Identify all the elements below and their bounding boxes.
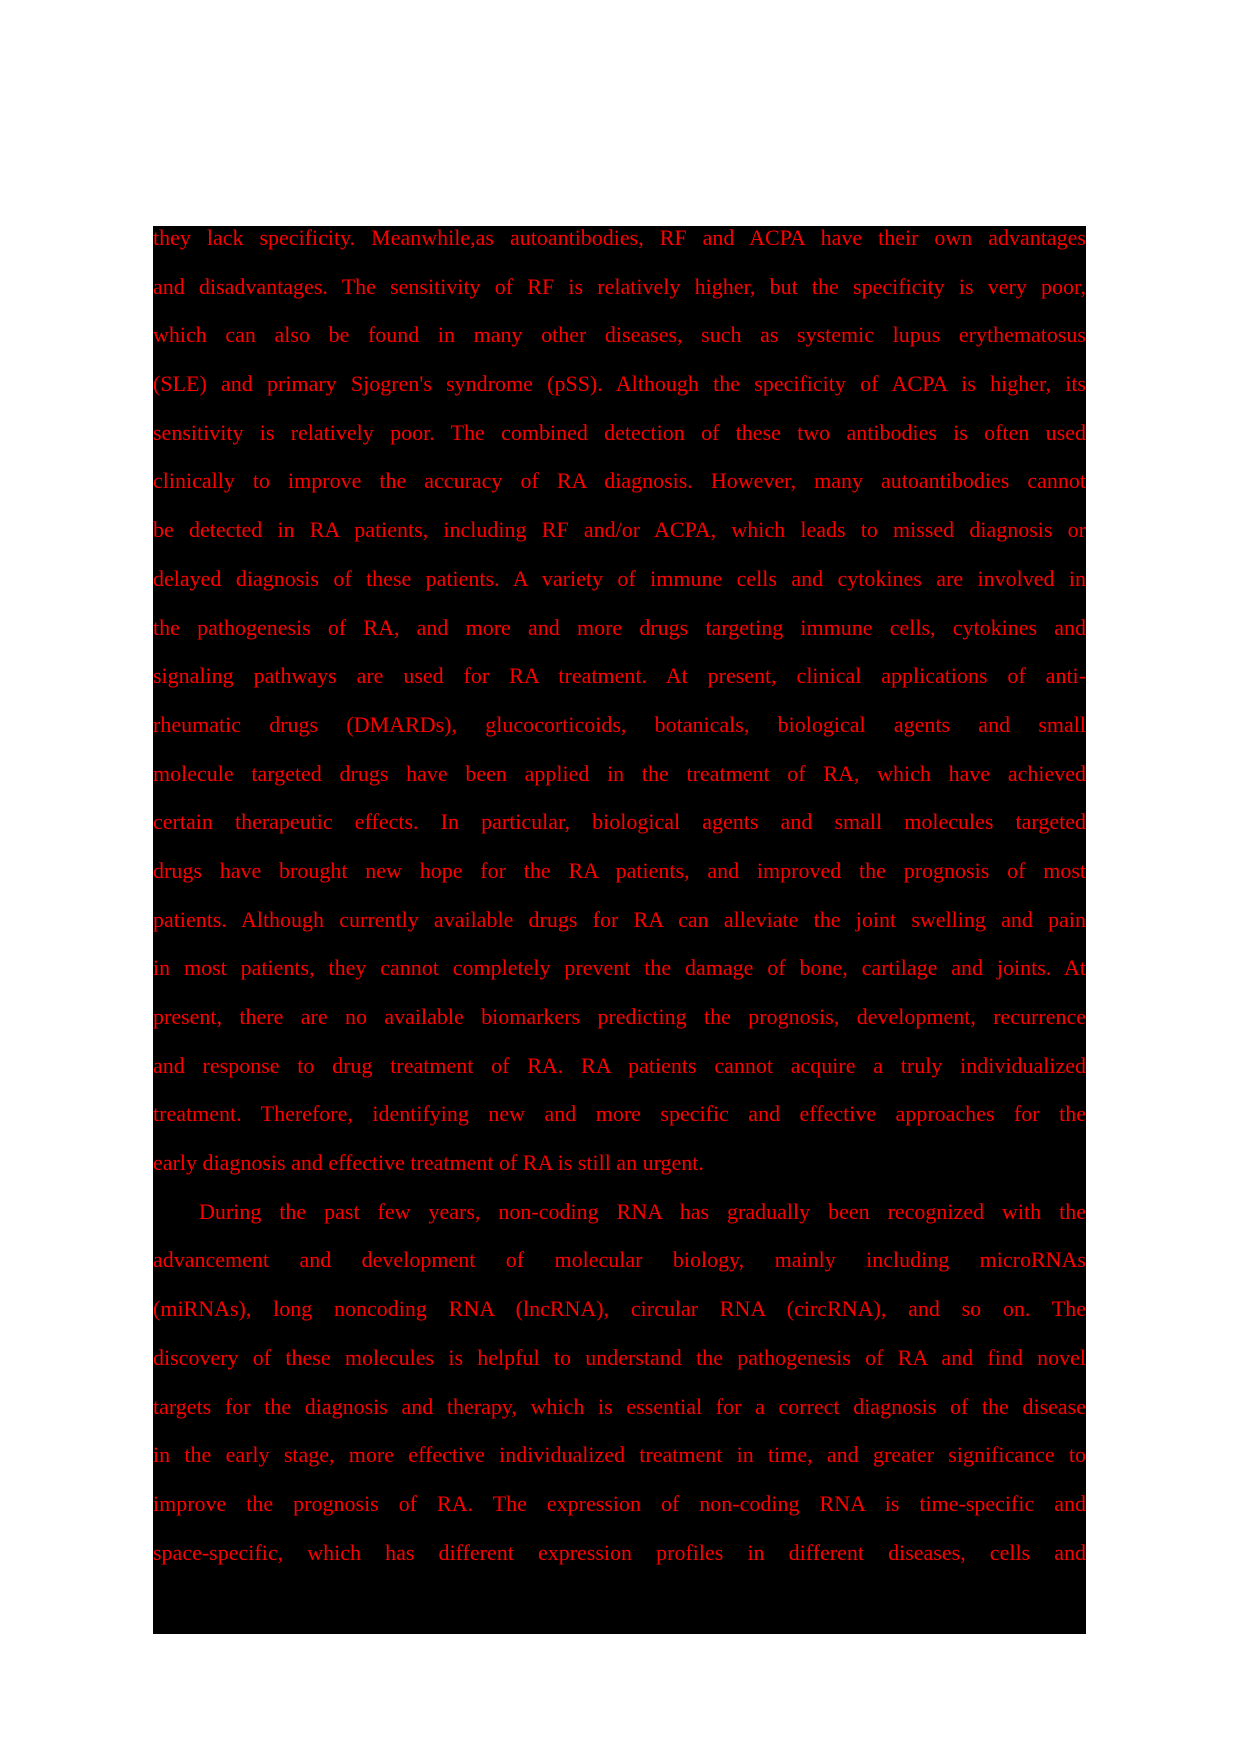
text-line: (SLE) and primary Sjogren's syndrome (pSS). Although the specificity of ACPA is higher, its (153, 371, 1086, 397)
text-line: improve the prognosis of RA. The expression of non-coding RNA is time-specific and (153, 1490, 1086, 1516)
text-line: discovery of these molecules is helpful to understand the pathogenesis of RA and find novel (153, 1344, 1086, 1370)
text-line: advancement and development of molecular biology, mainly including microRNAs (153, 1247, 1086, 1273)
text-line: targets for the diagnosis and therapy, which is essential for a correct diagnosis of the disease (153, 1393, 1086, 1419)
text-line: in most patients, they cannot completely prevent the damage of bone, cartilage and joints. At (153, 955, 1086, 981)
text-line: treatment. Therefore, identifying new and more specific and effective approaches for the (153, 1101, 1086, 1127)
text-line: be detected in RA patients, including RF and/or ACPA, which leads to missed diagnosis or (153, 517, 1086, 543)
text-line: (miRNAs), long noncoding RNA (lncRNA), circular RNA (circRNA), and so on. The (153, 1296, 1086, 1322)
text-line: During the past few years, non-coding RNA has gradually been recognized with the (199, 1198, 1086, 1224)
text-line: the pathogenesis of RA, and more and more drugs targeting immune cells, cytokines and (153, 614, 1086, 640)
text-line: clinically to improve the accuracy of RA diagnosis. However, many autoantibodies cannot (153, 468, 1086, 494)
text-line: molecule targeted drugs have been applied in the treatment of RA, which have achieved (153, 760, 1086, 786)
text-line: and response to drug treatment of RA. RA patients cannot acquire a truly individualized (153, 1052, 1086, 1078)
text-line: sensitivity is relatively poor. The combined detection of these two antibodies is often used (153, 419, 1086, 445)
text-line: which can also be found in many other diseases, such as systemic lupus erythematosus (153, 322, 1086, 348)
text-line: patients. Although currently available drugs for RA can alleviate the joint swelling and pain (153, 906, 1086, 932)
text-line: and disadvantages. The sensitivity of RF is relatively higher, but the specificity is very poor, (153, 273, 1086, 299)
text-line: in the early stage, more effective individualized treatment in time, and greater significance to (153, 1442, 1086, 1468)
text-line: rheumatic drugs (DMARDs), glucocorticoids, botanicals, biological agents and small (153, 711, 1086, 737)
text-line: they lack specificity. Meanwhile,as autoantibodies, RF and ACPA have their own advantages (153, 225, 1086, 250)
text-line: drugs have brought new hope for the RA patients, and improved the prognosis of most (153, 857, 1086, 883)
text-line: delayed diagnosis of these patients. A variety of immune cells and cytokines are involved in (153, 565, 1086, 591)
text-flow (153, 214, 1086, 1577)
highlighted-text-block (153, 226, 1086, 1634)
text-line: space-specific, which has different expression profiles in different diseases, cells and (153, 1539, 1086, 1565)
text-line: signaling pathways are used for RA treatment. At present, clinical applications of anti- (153, 663, 1086, 689)
text-line: present, there are no available biomarkers predicting the prognosis, development, recurrence (153, 1004, 1086, 1029)
text-line: certain therapeutic effects. In particular, biological agents and small molecules targeted (153, 809, 1086, 835)
text-line: early diagnosis and effective treatment of RA is still an urgent. (153, 1150, 704, 1176)
